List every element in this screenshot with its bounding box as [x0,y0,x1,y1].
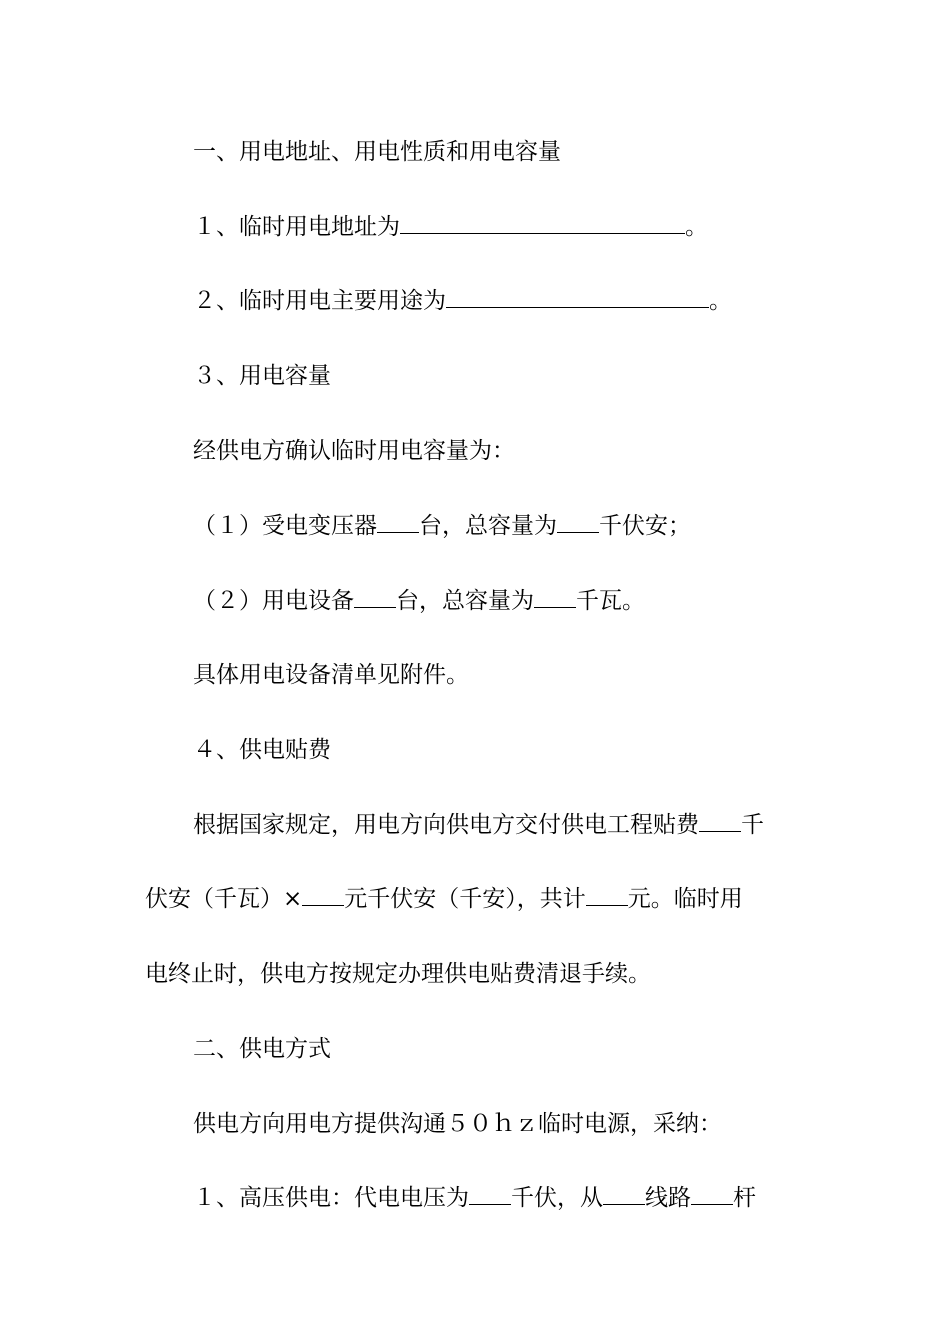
fee-line-2 [145,884,743,914]
fee-line-2-a: 伏安（千瓦）× [145,886,303,912]
capacity-item-2 [193,586,645,616]
fee-line-2-c: 元。临时用 [627,886,743,912]
item-1-end: 。 [685,214,708,240]
fee-line-1-a: 根据国家规定，用电方向供电方交付供电工程贴费 [193,812,699,838]
list-text: 具体用电设备清单见附件。 [193,662,469,688]
item-3-text: ３、用电容量 [193,363,331,389]
transformer-capacity-blank [557,512,599,533]
hv-supply-c: 线路 [645,1185,691,1211]
address-blank [400,213,685,234]
item-3 [193,361,331,391]
voltage-blank [469,1184,511,1205]
confirm-text: 经供电方确认临时用电容量为： [193,438,515,464]
hv-supply-a: １、高压供电：代电电压为 [193,1185,469,1211]
fee-line-1-b: 千 [741,812,764,838]
pole-number-blank [691,1184,733,1205]
list-paragraph [193,660,469,690]
equipment-capacity-blank [534,587,576,608]
purpose-blank [446,287,709,308]
fee-total-blank [586,885,628,906]
fee-kva-blank [699,811,741,832]
item-1-text: １、临时用电地址为 [193,214,400,240]
section-heading-1-text: 一、用电地址、用电性质和用电容量 [193,139,561,165]
fee-line-3 [145,959,651,989]
capacity-item-2-c: 千瓦。 [576,588,645,614]
item-1 [193,212,708,242]
equipment-count-blank [354,587,396,608]
item-2-end: 。 [709,288,732,314]
hv-supply-line [193,1183,756,1213]
line-name-blank [603,1184,645,1205]
fee-line-3-text: 电终止时，供电方按规定办理供电贴费清退手续。 [145,961,651,987]
capacity-item-2-b: 台，总容量为 [396,588,534,614]
item-4-text: ４、供电贴费 [193,737,331,763]
section-heading-2-text: 二、供电方式 [193,1036,331,1062]
hv-supply-d: 杆 [733,1185,756,1211]
fee-line-1 [193,810,764,840]
item-2 [193,286,732,316]
transformer-count-blank [377,512,419,533]
capacity-item-1-b: 台，总容量为 [419,513,557,539]
fee-rate-blank [302,885,344,906]
section-heading-1 [193,137,561,167]
confirm-paragraph [193,436,515,466]
supply-text: 供电方向用电方提供沟通５０ｈｚ临时电源，采纳： [193,1111,722,1137]
capacity-item-1-c: 千伏安； [599,513,691,539]
item-2-text: ２、临时用电主要用途为 [193,288,446,314]
section-heading-2 [193,1034,331,1064]
hv-supply-b: 千伏，从 [511,1185,603,1211]
item-4 [193,735,331,765]
capacity-item-1-a: （１）受电变压器 [193,513,377,539]
capacity-item-2-a: （２）用电设备 [193,588,354,614]
fee-line-2-b: 元千伏安（千安），共计 [344,886,586,912]
capacity-item-1 [193,511,691,541]
supply-paragraph [193,1109,722,1139]
